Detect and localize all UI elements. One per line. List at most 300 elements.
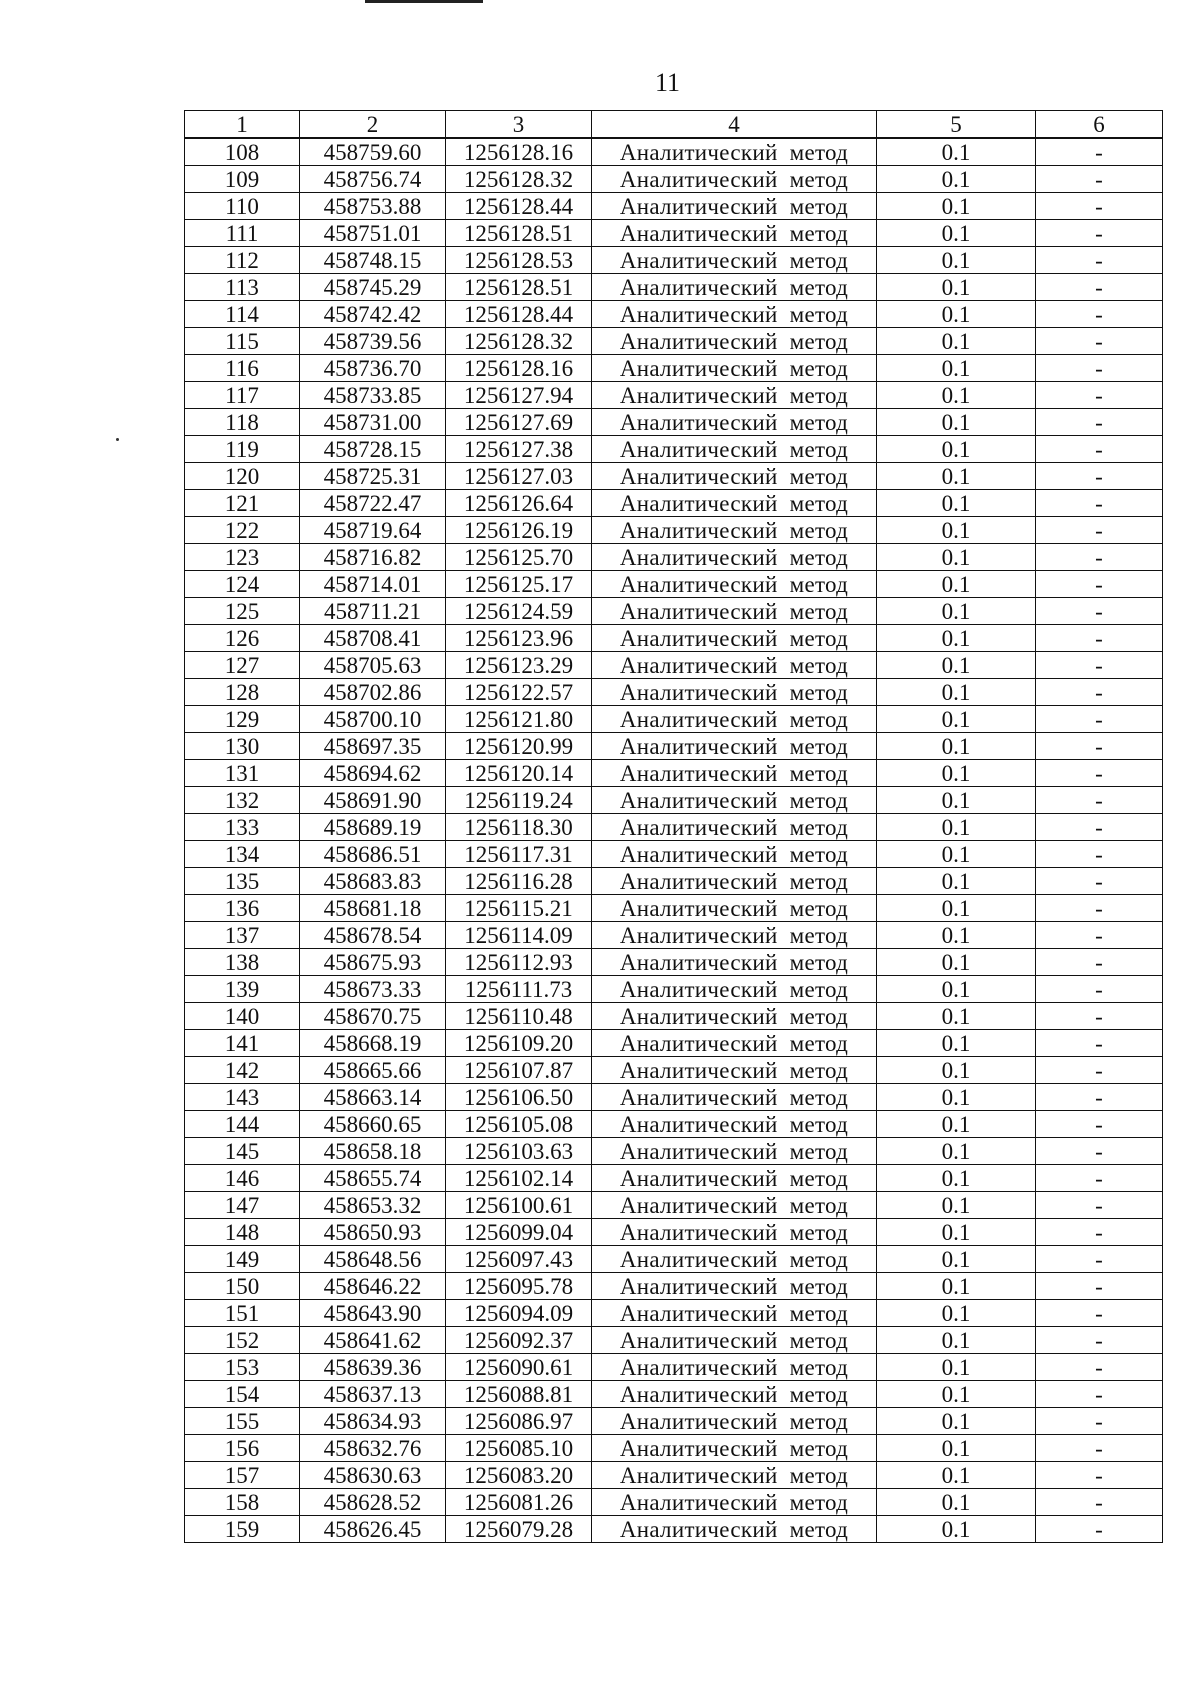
table-row: [185, 733, 1163, 760]
x-coordinate-cell: 458751.01: [300, 220, 446, 247]
y-coordinate-cell: 1256088.81: [446, 1381, 592, 1408]
table-row: [185, 1246, 1163, 1273]
point-number-cell: 152: [185, 1327, 300, 1354]
accuracy-cell: 0.1: [877, 625, 1036, 652]
x-coordinate-cell: 458742.42: [300, 301, 446, 328]
table-row: [185, 1381, 1163, 1408]
note-cell: -: [1036, 949, 1163, 976]
point-number-cell: 150: [185, 1273, 300, 1300]
accuracy-cell: 0.1: [877, 490, 1036, 517]
point-number-cell: 139: [185, 976, 300, 1003]
point-number-cell: 134: [185, 841, 300, 868]
point-number-cell: 130: [185, 733, 300, 760]
note-cell: -: [1036, 382, 1163, 409]
table-row: [185, 355, 1163, 382]
method-cell: Аналитический метод: [592, 787, 877, 814]
table-row: [185, 841, 1163, 868]
table-row: [185, 1057, 1163, 1084]
point-number-cell: 144: [185, 1111, 300, 1138]
method-cell: Аналитический метод: [592, 760, 877, 787]
y-coordinate-cell: 1256128.51: [446, 220, 592, 247]
y-coordinate-cell: 1256123.96: [446, 625, 592, 652]
method-cell: Аналитический метод: [592, 652, 877, 679]
note-cell: -: [1036, 247, 1163, 274]
y-coordinate-cell: 1256100.61: [446, 1192, 592, 1219]
accuracy-cell: 0.1: [877, 1489, 1036, 1516]
note-cell: -: [1036, 1327, 1163, 1354]
table-row: [185, 544, 1163, 571]
note-cell: -: [1036, 760, 1163, 787]
point-number-cell: 115: [185, 328, 300, 355]
table-row: [185, 625, 1163, 652]
note-cell: -: [1036, 1084, 1163, 1111]
accuracy-cell: 0.1: [877, 463, 1036, 490]
note-cell: -: [1036, 409, 1163, 436]
accuracy-cell: 0.1: [877, 922, 1036, 949]
point-number-cell: 142: [185, 1057, 300, 1084]
x-coordinate-cell: 458643.90: [300, 1300, 446, 1327]
column-header: 4: [592, 111, 877, 139]
accuracy-cell: 0.1: [877, 409, 1036, 436]
y-coordinate-cell: 1256105.08: [446, 1111, 592, 1138]
accuracy-cell: 0.1: [877, 328, 1036, 355]
x-coordinate-cell: 458670.75: [300, 1003, 446, 1030]
accuracy-cell: 0.1: [877, 1192, 1036, 1219]
coordinates-table: [184, 110, 1163, 1543]
table-row: [185, 1516, 1163, 1543]
table-row: [185, 1300, 1163, 1327]
point-number-cell: 145: [185, 1138, 300, 1165]
accuracy-cell: 0.1: [877, 1435, 1036, 1462]
table-row: [185, 598, 1163, 625]
x-coordinate-cell: 458686.51: [300, 841, 446, 868]
point-number-cell: 140: [185, 1003, 300, 1030]
point-number-cell: 147: [185, 1192, 300, 1219]
column-header: 5: [877, 111, 1036, 139]
method-cell: Аналитический метод: [592, 949, 877, 976]
x-coordinate-cell: 458702.86: [300, 679, 446, 706]
accuracy-cell: 0.1: [877, 517, 1036, 544]
accuracy-cell: 0.1: [877, 274, 1036, 301]
point-number-cell: 143: [185, 1084, 300, 1111]
method-cell: Аналитический метод: [592, 571, 877, 598]
table-row: [185, 787, 1163, 814]
y-coordinate-cell: 1256103.63: [446, 1138, 592, 1165]
note-cell: -: [1036, 1030, 1163, 1057]
x-coordinate-cell: 458675.93: [300, 949, 446, 976]
y-coordinate-cell: 1256128.32: [446, 166, 592, 193]
method-cell: Аналитический метод: [592, 1381, 877, 1408]
accuracy-cell: 0.1: [877, 1084, 1036, 1111]
y-coordinate-cell: 1256128.32: [446, 328, 592, 355]
y-coordinate-cell: 1256121.80: [446, 706, 592, 733]
method-cell: Аналитический метод: [592, 976, 877, 1003]
accuracy-cell: 0.1: [877, 1516, 1036, 1543]
x-coordinate-cell: 458748.15: [300, 247, 446, 274]
y-coordinate-cell: 1256126.19: [446, 517, 592, 544]
method-cell: Аналитический метод: [592, 166, 877, 193]
accuracy-cell: 0.1: [877, 544, 1036, 571]
y-coordinate-cell: 1256122.57: [446, 679, 592, 706]
method-cell: Аналитический метод: [592, 895, 877, 922]
x-coordinate-cell: 458665.66: [300, 1057, 446, 1084]
accuracy-cell: 0.1: [877, 760, 1036, 787]
point-number-cell: 149: [185, 1246, 300, 1273]
method-cell: Аналитический метод: [592, 328, 877, 355]
method-cell: Аналитический метод: [592, 355, 877, 382]
note-cell: -: [1036, 193, 1163, 220]
x-coordinate-cell: 458694.62: [300, 760, 446, 787]
y-coordinate-cell: 1256117.31: [446, 841, 592, 868]
table-row: [185, 976, 1163, 1003]
accuracy-cell: 0.1: [877, 247, 1036, 274]
table-row: [185, 1084, 1163, 1111]
note-cell: -: [1036, 1192, 1163, 1219]
note-cell: -: [1036, 976, 1163, 1003]
table-row: [185, 760, 1163, 787]
accuracy-cell: 0.1: [877, 1111, 1036, 1138]
point-number-cell: 122: [185, 517, 300, 544]
table-row: [185, 301, 1163, 328]
note-cell: -: [1036, 138, 1163, 166]
method-cell: Аналитический метод: [592, 1435, 877, 1462]
y-coordinate-cell: 1256090.61: [446, 1354, 592, 1381]
note-cell: -: [1036, 922, 1163, 949]
y-coordinate-cell: 1256109.20: [446, 1030, 592, 1057]
note-cell: -: [1036, 1273, 1163, 1300]
scan-speck: [116, 438, 119, 441]
note-cell: -: [1036, 814, 1163, 841]
method-cell: Аналитический метод: [592, 436, 877, 463]
table-row: [185, 814, 1163, 841]
note-cell: -: [1036, 868, 1163, 895]
x-coordinate-cell: 458697.35: [300, 733, 446, 760]
accuracy-cell: 0.1: [877, 841, 1036, 868]
accuracy-cell: 0.1: [877, 733, 1036, 760]
method-cell: Аналитический метод: [592, 598, 877, 625]
point-number-cell: 131: [185, 760, 300, 787]
x-coordinate-cell: 458658.18: [300, 1138, 446, 1165]
method-cell: Аналитический метод: [592, 841, 877, 868]
point-number-cell: 156: [185, 1435, 300, 1462]
y-coordinate-cell: 1256119.24: [446, 787, 592, 814]
x-coordinate-cell: 458655.74: [300, 1165, 446, 1192]
x-coordinate-cell: 458756.74: [300, 166, 446, 193]
table-row: [185, 1030, 1163, 1057]
column-header: 6: [1036, 111, 1163, 139]
accuracy-cell: 0.1: [877, 1219, 1036, 1246]
point-number-cell: 157: [185, 1462, 300, 1489]
table-row: [185, 490, 1163, 517]
column-header: 2: [300, 111, 446, 139]
method-cell: Аналитический метод: [592, 382, 877, 409]
table-row: [185, 1111, 1163, 1138]
y-coordinate-cell: 1256128.16: [446, 355, 592, 382]
point-number-cell: 132: [185, 787, 300, 814]
accuracy-cell: 0.1: [877, 1300, 1036, 1327]
note-cell: -: [1036, 1516, 1163, 1543]
method-cell: Аналитический метод: [592, 1219, 877, 1246]
x-coordinate-cell: 458641.62: [300, 1327, 446, 1354]
x-coordinate-cell: 458719.64: [300, 517, 446, 544]
accuracy-cell: 0.1: [877, 193, 1036, 220]
point-number-cell: 135: [185, 868, 300, 895]
y-coordinate-cell: 1256123.29: [446, 652, 592, 679]
x-coordinate-cell: 458650.93: [300, 1219, 446, 1246]
accuracy-cell: 0.1: [877, 220, 1036, 247]
point-number-cell: 138: [185, 949, 300, 976]
accuracy-cell: 0.1: [877, 787, 1036, 814]
method-cell: Аналитический метод: [592, 1057, 877, 1084]
x-coordinate-cell: 458725.31: [300, 463, 446, 490]
table-row: [185, 409, 1163, 436]
note-cell: -: [1036, 1165, 1163, 1192]
method-cell: Аналитический метод: [592, 1327, 877, 1354]
accuracy-cell: 0.1: [877, 706, 1036, 733]
x-coordinate-cell: 458653.32: [300, 1192, 446, 1219]
method-cell: Аналитический метод: [592, 409, 877, 436]
y-coordinate-cell: 1256125.17: [446, 571, 592, 598]
accuracy-cell: 0.1: [877, 1138, 1036, 1165]
note-cell: -: [1036, 1354, 1163, 1381]
x-coordinate-cell: 458733.85: [300, 382, 446, 409]
accuracy-cell: 0.1: [877, 652, 1036, 679]
y-coordinate-cell: 1256128.51: [446, 274, 592, 301]
x-coordinate-cell: 458681.18: [300, 895, 446, 922]
note-cell: -: [1036, 463, 1163, 490]
point-number-cell: 118: [185, 409, 300, 436]
x-coordinate-cell: 458700.10: [300, 706, 446, 733]
method-cell: Аналитический метод: [592, 1192, 877, 1219]
method-cell: Аналитический метод: [592, 1462, 877, 1489]
x-coordinate-cell: 458673.33: [300, 976, 446, 1003]
point-number-cell: 155: [185, 1408, 300, 1435]
accuracy-cell: 0.1: [877, 355, 1036, 382]
method-cell: Аналитический метод: [592, 814, 877, 841]
method-cell: Аналитический метод: [592, 544, 877, 571]
note-cell: -: [1036, 652, 1163, 679]
y-coordinate-cell: 1256120.14: [446, 760, 592, 787]
accuracy-cell: 0.1: [877, 976, 1036, 1003]
accuracy-cell: 0.1: [877, 679, 1036, 706]
point-number-cell: 141: [185, 1030, 300, 1057]
point-number-cell: 121: [185, 490, 300, 517]
x-coordinate-cell: 458736.70: [300, 355, 446, 382]
method-cell: Аналитический метод: [592, 1111, 877, 1138]
point-number-cell: 153: [185, 1354, 300, 1381]
note-cell: -: [1036, 517, 1163, 544]
point-number-cell: 117: [185, 382, 300, 409]
x-coordinate-cell: 458708.41: [300, 625, 446, 652]
table-row: [185, 1138, 1163, 1165]
table-row: [185, 138, 1163, 166]
note-cell: -: [1036, 274, 1163, 301]
x-coordinate-cell: 458691.90: [300, 787, 446, 814]
method-cell: Аналитический метод: [592, 922, 877, 949]
method-cell: Аналитический метод: [592, 733, 877, 760]
table-row: [185, 1354, 1163, 1381]
table-row: [185, 274, 1163, 301]
y-coordinate-cell: 1256128.16: [446, 138, 592, 166]
method-cell: Аналитический метод: [592, 1273, 877, 1300]
table-row: [185, 517, 1163, 544]
note-cell: -: [1036, 1435, 1163, 1462]
column-header: 3: [446, 111, 592, 139]
note-cell: -: [1036, 544, 1163, 571]
table-row: [185, 220, 1163, 247]
x-coordinate-cell: 458632.76: [300, 1435, 446, 1462]
method-cell: Аналитический метод: [592, 625, 877, 652]
x-coordinate-cell: 458628.52: [300, 1489, 446, 1516]
point-number-cell: 137: [185, 922, 300, 949]
accuracy-cell: 0.1: [877, 1327, 1036, 1354]
accuracy-cell: 0.1: [877, 814, 1036, 841]
point-number-cell: 116: [185, 355, 300, 382]
point-number-cell: 133: [185, 814, 300, 841]
note-cell: -: [1036, 1111, 1163, 1138]
method-cell: Аналитический метод: [592, 1489, 877, 1516]
accuracy-cell: 0.1: [877, 1273, 1036, 1300]
table-row: [185, 706, 1163, 733]
accuracy-cell: 0.1: [877, 868, 1036, 895]
point-number-cell: 123: [185, 544, 300, 571]
y-coordinate-cell: 1256115.21: [446, 895, 592, 922]
point-number-cell: 124: [185, 571, 300, 598]
method-cell: Аналитический метод: [592, 247, 877, 274]
point-number-cell: 154: [185, 1381, 300, 1408]
accuracy-cell: 0.1: [877, 1246, 1036, 1273]
table-row: [185, 463, 1163, 490]
y-coordinate-cell: 1256079.28: [446, 1516, 592, 1543]
note-cell: -: [1036, 1219, 1163, 1246]
point-number-cell: 136: [185, 895, 300, 922]
x-coordinate-cell: 458626.45: [300, 1516, 446, 1543]
method-cell: Аналитический метод: [592, 1408, 877, 1435]
x-coordinate-cell: 458660.65: [300, 1111, 446, 1138]
x-coordinate-cell: 458639.36: [300, 1354, 446, 1381]
accuracy-cell: 0.1: [877, 1381, 1036, 1408]
accuracy-cell: 0.1: [877, 138, 1036, 166]
note-cell: -: [1036, 1462, 1163, 1489]
method-cell: Аналитический метод: [592, 1354, 877, 1381]
accuracy-cell: 0.1: [877, 436, 1036, 463]
y-coordinate-cell: 1256127.38: [446, 436, 592, 463]
point-number-cell: 120: [185, 463, 300, 490]
table-row: [185, 922, 1163, 949]
x-coordinate-cell: 458678.54: [300, 922, 446, 949]
point-number-cell: 108: [185, 138, 300, 166]
note-cell: -: [1036, 1300, 1163, 1327]
table-row: [185, 382, 1163, 409]
point-number-cell: 111: [185, 220, 300, 247]
header-row: [185, 111, 1163, 139]
method-cell: Аналитический метод: [592, 1246, 877, 1273]
y-coordinate-cell: 1256128.44: [446, 301, 592, 328]
table-row: [185, 1327, 1163, 1354]
y-coordinate-cell: 1256112.93: [446, 949, 592, 976]
table-row: [185, 949, 1163, 976]
accuracy-cell: 0.1: [877, 1165, 1036, 1192]
y-coordinate-cell: 1256118.30: [446, 814, 592, 841]
point-number-cell: 125: [185, 598, 300, 625]
y-coordinate-cell: 1256114.09: [446, 922, 592, 949]
accuracy-cell: 0.1: [877, 1003, 1036, 1030]
accuracy-cell: 0.1: [877, 1030, 1036, 1057]
y-coordinate-cell: 1256097.43: [446, 1246, 592, 1273]
y-coordinate-cell: 1256128.53: [446, 247, 592, 274]
note-cell: -: [1036, 571, 1163, 598]
page-number: 11: [654, 68, 681, 97]
note-cell: -: [1036, 220, 1163, 247]
x-coordinate-cell: 458630.63: [300, 1462, 446, 1489]
table-row: [185, 436, 1163, 463]
note-cell: -: [1036, 328, 1163, 355]
x-coordinate-cell: 458711.21: [300, 598, 446, 625]
point-number-cell: 112: [185, 247, 300, 274]
accuracy-cell: 0.1: [877, 598, 1036, 625]
point-number-cell: 151: [185, 1300, 300, 1327]
x-coordinate-cell: 458739.56: [300, 328, 446, 355]
table-row: [185, 652, 1163, 679]
table-row: [185, 1165, 1163, 1192]
x-coordinate-cell: 458728.15: [300, 436, 446, 463]
y-coordinate-cell: 1256106.50: [446, 1084, 592, 1111]
method-cell: Аналитический метод: [592, 138, 877, 166]
note-cell: -: [1036, 841, 1163, 868]
x-coordinate-cell: 458759.60: [300, 138, 446, 166]
table-row: [185, 679, 1163, 706]
point-number-cell: 119: [185, 436, 300, 463]
note-cell: -: [1036, 1138, 1163, 1165]
table-row: [185, 1462, 1163, 1489]
table-row: [185, 868, 1163, 895]
y-coordinate-cell: 1256085.10: [446, 1435, 592, 1462]
point-number-cell: 113: [185, 274, 300, 301]
point-number-cell: 126: [185, 625, 300, 652]
method-cell: Аналитический метод: [592, 220, 877, 247]
accuracy-cell: 0.1: [877, 1354, 1036, 1381]
y-coordinate-cell: 1256126.64: [446, 490, 592, 517]
y-coordinate-cell: 1256127.69: [446, 409, 592, 436]
accuracy-cell: 0.1: [877, 382, 1036, 409]
y-coordinate-cell: 1256110.48: [446, 1003, 592, 1030]
point-number-cell: 114: [185, 301, 300, 328]
y-coordinate-cell: 1256127.94: [446, 382, 592, 409]
y-coordinate-cell: 1256099.04: [446, 1219, 592, 1246]
x-coordinate-cell: 458745.29: [300, 274, 446, 301]
accuracy-cell: 0.1: [877, 571, 1036, 598]
table-row: [185, 1219, 1163, 1246]
x-coordinate-cell: 458683.83: [300, 868, 446, 895]
note-cell: -: [1036, 706, 1163, 733]
table-row: [185, 328, 1163, 355]
method-cell: Аналитический метод: [592, 1084, 877, 1111]
note-cell: -: [1036, 1381, 1163, 1408]
note-cell: -: [1036, 1408, 1163, 1435]
y-coordinate-cell: 1256107.87: [446, 1057, 592, 1084]
y-coordinate-cell: 1256116.28: [446, 868, 592, 895]
note-cell: -: [1036, 733, 1163, 760]
point-number-cell: 129: [185, 706, 300, 733]
x-coordinate-cell: 458705.63: [300, 652, 446, 679]
note-cell: -: [1036, 787, 1163, 814]
table-row: [185, 247, 1163, 274]
x-coordinate-cell: 458634.93: [300, 1408, 446, 1435]
y-coordinate-cell: 1256086.97: [446, 1408, 592, 1435]
x-coordinate-cell: 458648.56: [300, 1246, 446, 1273]
note-cell: -: [1036, 1003, 1163, 1030]
y-coordinate-cell: 1256094.09: [446, 1300, 592, 1327]
